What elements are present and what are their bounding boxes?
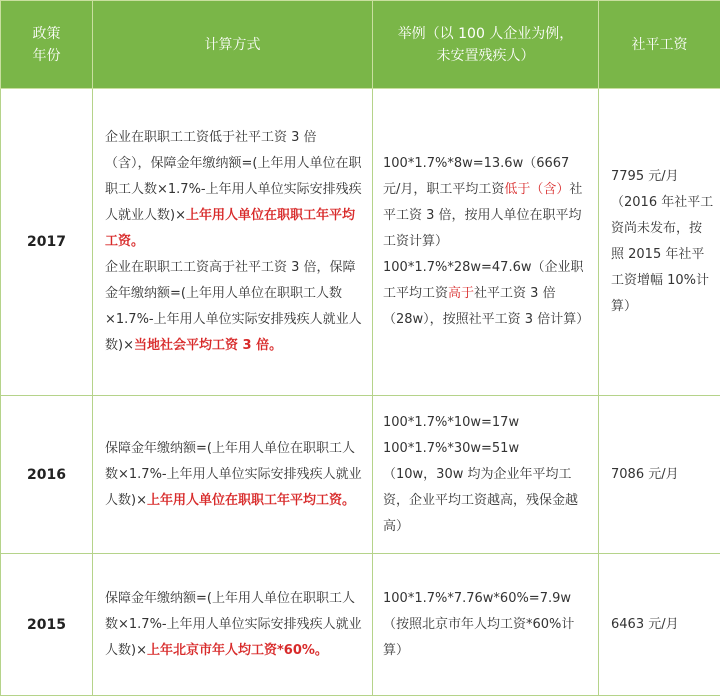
wage-cell: 7086 元/月 [599, 396, 720, 554]
example-cell [373, 89, 599, 396]
year-cell: 2015 [1, 554, 93, 696]
calc-cell [93, 396, 373, 554]
calc-paragraph: 企业在职职工工资低于社平工资 3 倍（含），保障金年缴纳额=(上年用人单位在职职工人数×1.7%-上年用人单位实际安排残疾人就业人数)×上年用人单位在职职工年平均工资。 [105, 130, 362, 249]
calc-paragraph: 保障金年缴纳额=(上年用人单位在职职工人数×1.7%-上年用人单位实际安排残疾人就业人数)×上年北京市年人均工资*60%。 [105, 590, 362, 658]
header-wage: 社平工资 [599, 1, 720, 89]
header-example: 举例（以 100 人企业为例， 未安置残疾人） [373, 1, 599, 89]
calc-paragraph: 保障金年缴纳额=(上年用人单位在职职工人数×1.7%-上年用人单位实际安排残疾人就业人数)×上年用人单位在职职工年平均工资。 [105, 440, 362, 508]
header-row [1, 1, 720, 89]
example-paragraph: 100*1.7%*7.76w*60%=7.9w（按照北京市年人均工资*60%计算） [383, 590, 575, 658]
year-cell: 2016 [1, 396, 93, 554]
calc-paragraph: 企业在职职工工资高于社平工资 3 倍，保障金年缴纳额=(上年用人单位在职职工人数×1.7%-上年用人单位实际安排残疾人就业人数)×当地社会平均工资 3 倍。 [105, 260, 362, 353]
year-cell: 2017 [1, 89, 93, 396]
example-paragraph: 100*1.7%*10w=17w [383, 414, 520, 430]
header-year: 政策 年份 [1, 1, 93, 89]
table-row [1, 396, 720, 554]
table-row [1, 554, 720, 696]
example-paragraph: 100*1.7%*28w=47.6w（企业职工平均工资高于社平工资 3 倍（28w），按照社平工资 3 倍计算） [383, 260, 590, 327]
wage-cell: 7795 元/月 （2016 年社平工资尚未发布，按照 2015 年社平工资增幅 10%计算） [599, 89, 720, 396]
example-cell [373, 396, 599, 554]
example-paragraph: 100*1.7%*8w=13.6w（6667 元/月，职工平均工资低于（含）社平工资 3 倍，按用人单位在职平均工资计算） [383, 156, 583, 249]
calc-cell [93, 89, 373, 396]
example-cell [373, 554, 599, 696]
example-paragraph: 100*1.7%*30w=51w [383, 440, 520, 456]
example-paragraph: （10w，30w 均为企业年平均工资，企业平均工资越高，残保金越高） [383, 466, 579, 534]
calc-cell [93, 554, 373, 696]
table-row [1, 89, 720, 396]
wage-cell: 6463 元/月 [599, 554, 720, 696]
header-calc: 计算方式 [93, 1, 373, 89]
